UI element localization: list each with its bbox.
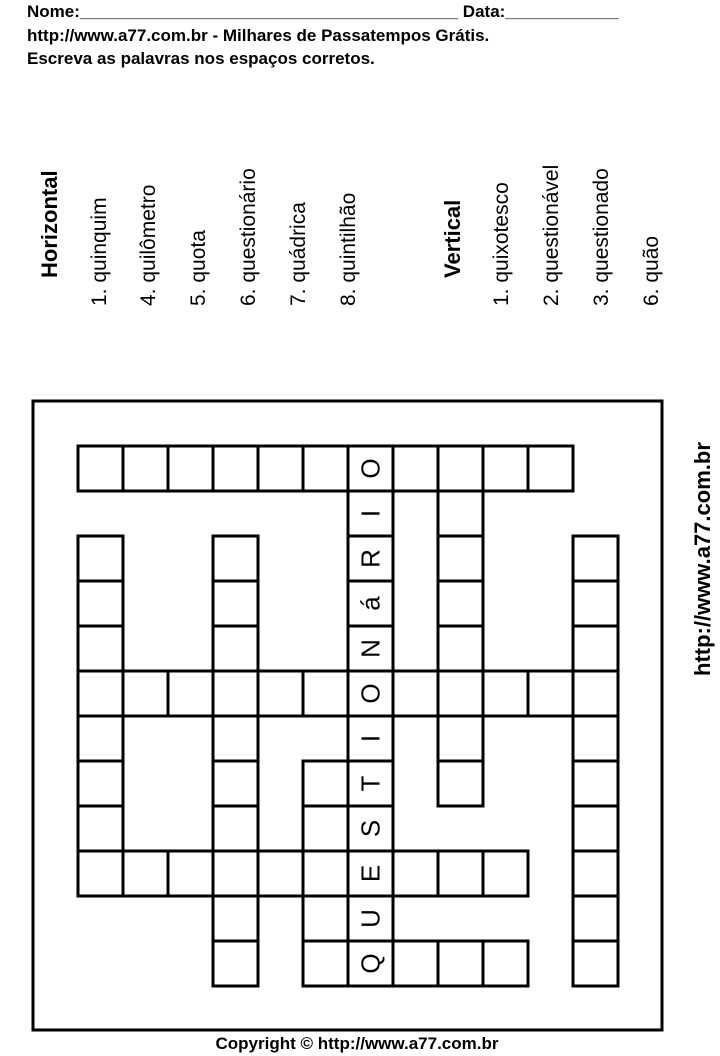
grid-cell[interactable] xyxy=(123,446,168,491)
grid-cell[interactable] xyxy=(393,446,438,491)
grid-cell[interactable] xyxy=(213,806,258,851)
grid-letter: O xyxy=(355,458,386,479)
grid-cell[interactable] xyxy=(573,716,618,761)
grid-cell[interactable] xyxy=(438,536,483,581)
grid-letter: I xyxy=(355,734,386,743)
vertical-clue: 1. quixotesco xyxy=(490,182,513,306)
grid-cell[interactable] xyxy=(573,626,618,671)
grid-cell[interactable] xyxy=(573,806,618,851)
grid-cell[interactable] xyxy=(573,941,618,986)
grid-cell[interactable] xyxy=(78,671,123,716)
grid-cell[interactable] xyxy=(78,761,123,806)
grid-cell[interactable] xyxy=(438,761,483,806)
grid-letter: U xyxy=(355,909,386,928)
grid-cell[interactable] xyxy=(393,941,438,986)
grid-cell[interactable] xyxy=(78,536,123,581)
grid-cell[interactable] xyxy=(213,716,258,761)
grid-cell[interactable] xyxy=(258,446,303,491)
horizontal-clue: 1. quinquim xyxy=(88,197,111,306)
grid-cell[interactable] xyxy=(123,851,168,896)
grid-cell[interactable] xyxy=(528,446,573,491)
grid-cell[interactable] xyxy=(483,446,528,491)
grid-cell[interactable] xyxy=(168,671,213,716)
side-url: http://www.a77.com.br xyxy=(690,442,715,676)
grid-cell[interactable] xyxy=(483,851,528,896)
grid-cell[interactable] xyxy=(438,941,483,986)
horizontal-clue: 4. quilômetro xyxy=(137,184,160,306)
grid-cell[interactable] xyxy=(483,671,528,716)
grid-cell[interactable] xyxy=(123,671,168,716)
grid-cell[interactable] xyxy=(573,581,618,626)
horizontal-clue: 7. quádrica xyxy=(287,202,310,306)
grid-letter: T xyxy=(355,775,386,792)
grid-cell[interactable] xyxy=(258,851,303,896)
grid-cell[interactable] xyxy=(393,851,438,896)
horizontal-clue: 8. quintilhão xyxy=(337,192,360,306)
grid-cell[interactable] xyxy=(168,851,213,896)
grid-letter: E xyxy=(355,864,386,883)
grid-cell[interactable] xyxy=(168,446,213,491)
vertical-clue: 6. quão xyxy=(640,235,663,306)
vertical-clue: 2. questionável xyxy=(540,164,563,306)
grid-cell[interactable] xyxy=(573,896,618,941)
grid-cell[interactable] xyxy=(483,941,528,986)
site-line: http://www.a77.com.br - Milhares de Passatempos Grátis. xyxy=(27,26,490,45)
grid-cell[interactable] xyxy=(438,671,483,716)
grid-letter: á xyxy=(355,596,386,611)
grid-cell[interactable] xyxy=(213,671,258,716)
grid-cell[interactable] xyxy=(78,851,123,896)
grid-cell[interactable] xyxy=(78,626,123,671)
grid-cell[interactable] xyxy=(213,851,258,896)
grid-cell[interactable] xyxy=(303,671,348,716)
vertical-clue: 3. questionado xyxy=(590,168,613,306)
grid-cell[interactable] xyxy=(213,536,258,581)
grid-cell[interactable] xyxy=(213,581,258,626)
grid-cell[interactable] xyxy=(573,851,618,896)
grid-cell[interactable] xyxy=(213,761,258,806)
horizontal-clue: 6. questionário xyxy=(237,168,260,306)
grid-cell[interactable] xyxy=(213,446,258,491)
grid-cell[interactable] xyxy=(573,761,618,806)
horizontal-clue: 5. quota xyxy=(187,230,210,306)
instructions: Escreva as palavras nos espaços corretos. xyxy=(27,49,375,68)
grid-cell[interactable] xyxy=(78,446,123,491)
grid-cell[interactable] xyxy=(438,446,483,491)
grid-cell[interactable] xyxy=(393,671,438,716)
name-date-line: Nome:________________________________________ Data:____________ xyxy=(27,2,619,21)
grid-cell[interactable] xyxy=(438,851,483,896)
grid-cell[interactable] xyxy=(303,896,348,941)
grid-letter: R xyxy=(355,549,386,568)
horizontal-heading: Horizontal xyxy=(37,170,62,278)
grid-cell[interactable] xyxy=(303,851,348,896)
grid-cell[interactable] xyxy=(258,671,303,716)
grid-cell[interactable] xyxy=(213,626,258,671)
grid-cell[interactable] xyxy=(303,941,348,986)
grid-letter: N xyxy=(355,639,386,658)
grid-cell[interactable] xyxy=(438,491,483,536)
grid-cell[interactable] xyxy=(303,761,348,806)
grid-cell[interactable] xyxy=(78,581,123,626)
grid-letter: S xyxy=(355,819,386,838)
grid-cell[interactable] xyxy=(438,626,483,671)
vertical-heading: Vertical xyxy=(440,199,465,278)
grid-cell[interactable] xyxy=(303,806,348,851)
grid-cell[interactable] xyxy=(78,716,123,761)
grid-cell[interactable] xyxy=(213,941,258,986)
grid-cell[interactable] xyxy=(213,896,258,941)
grid-cell[interactable] xyxy=(573,536,618,581)
grid-cell[interactable] xyxy=(573,671,618,716)
grid-letter: O xyxy=(355,683,386,704)
grid-letter: I xyxy=(355,509,386,518)
grid-cell[interactable] xyxy=(438,716,483,761)
copyright-footer: Copyright © http://www.a77.com.br xyxy=(215,1034,499,1053)
grid-cell[interactable] xyxy=(303,446,348,491)
grid-cell[interactable] xyxy=(78,806,123,851)
grid-letter: Q xyxy=(355,953,386,974)
grid-cell[interactable] xyxy=(438,581,483,626)
grid-cell[interactable] xyxy=(528,671,573,716)
